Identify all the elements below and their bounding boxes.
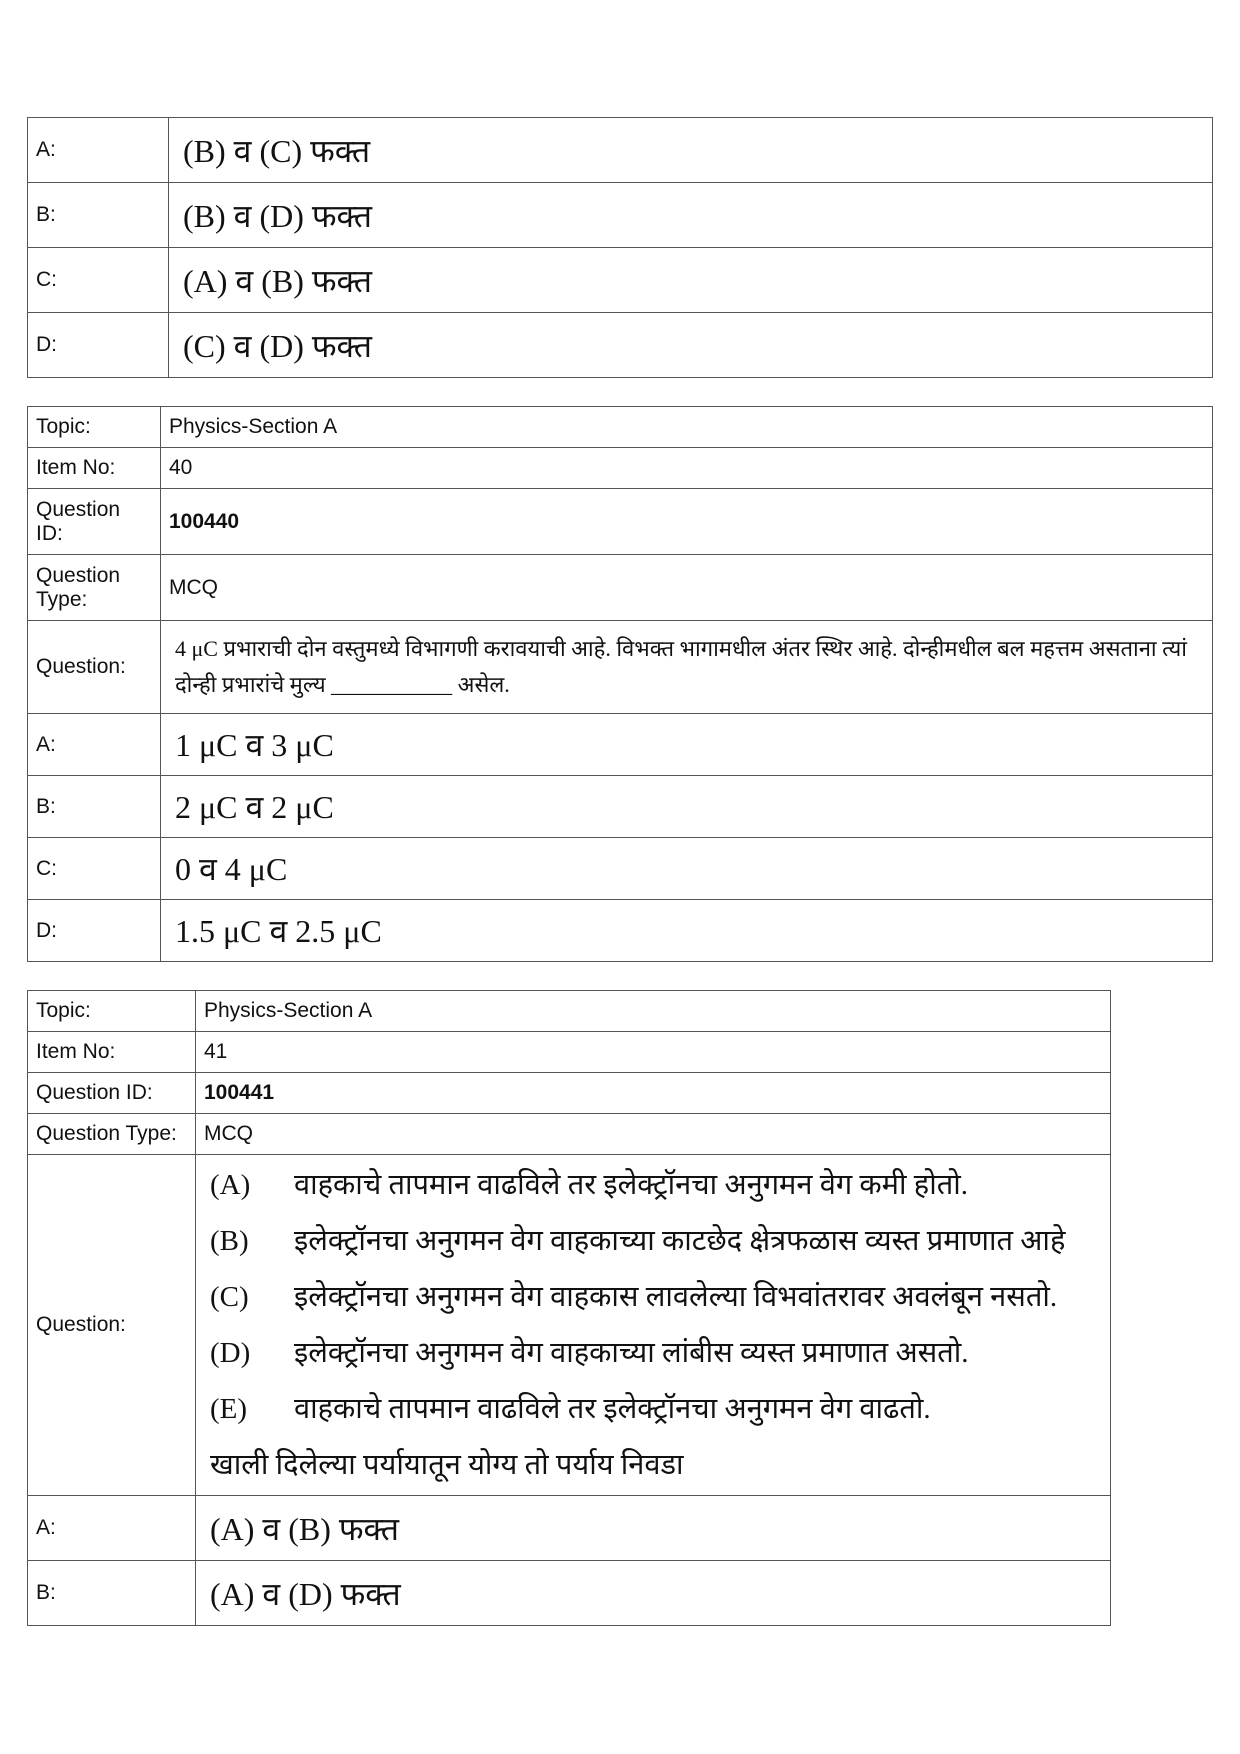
question-text: 4 μC प्रभाराची दोन वस्तुमध्ये विभागणी करावयाची आहे. विभक्त भागामधील अंतर स्थिर आहे. दोन्हीमधील बल महत्तम असताना त्यां दोन्ही प्रभारांचे मुल्य ___________ असेल.	[161, 621, 1213, 714]
question-40-table	[27, 406, 1213, 962]
option-text: 0 व 4 μC	[161, 838, 1213, 900]
option-row	[28, 776, 1213, 838]
option-row	[28, 1561, 1111, 1626]
item-number-row	[28, 448, 1213, 489]
topic-row	[28, 991, 1111, 1032]
option-row	[28, 1496, 1111, 1561]
option-row	[28, 900, 1213, 962]
item-number-value: 41	[196, 1032, 1111, 1073]
option-label: B:	[28, 1561, 196, 1626]
option-label: C:	[28, 838, 161, 900]
question-id-value: 100441	[196, 1073, 1111, 1114]
topic-label: Topic:	[28, 991, 196, 1032]
question-id-row	[28, 489, 1213, 555]
statement-text: वाहकाचे तापमान वाढविले तर इलेक्ट्रॉनचा अनुगमन वेग वाढतो.	[294, 1393, 931, 1425]
question-type-label: Question Type:	[28, 555, 161, 621]
statement-line	[210, 1269, 1096, 1325]
statement-tag: (E)	[210, 1393, 248, 1425]
option-label: B:	[28, 183, 169, 248]
question-type-row	[28, 1114, 1111, 1155]
option-text: 1 μC व 3 μC	[161, 714, 1213, 776]
option-text: (A) व (B) फक्त	[169, 248, 1213, 313]
option-text: (B) व (C) फक्त	[169, 118, 1213, 183]
statement-tag: (D)	[210, 1337, 251, 1369]
question-id-label: Question ID:	[28, 1073, 196, 1114]
option-row	[28, 838, 1213, 900]
option-row	[28, 313, 1213, 378]
option-label: A:	[28, 118, 169, 183]
option-label: B:	[28, 776, 161, 838]
statement-text: वाहकाचे तापमान वाढविले तर इलेक्ट्रॉनचा अनुगमन वेग कमी होतो.	[294, 1169, 968, 1201]
question-type-value: MCQ	[161, 555, 1213, 621]
question-type-label: Question Type:	[28, 1114, 196, 1155]
question-label: Question:	[28, 1155, 196, 1496]
option-row	[28, 183, 1213, 248]
item-number-row	[28, 1032, 1111, 1073]
question-row	[28, 621, 1213, 714]
item-number-value: 40	[161, 448, 1213, 489]
question-41-table	[27, 990, 1111, 1626]
statement-line	[210, 1325, 1096, 1381]
question-type-row	[28, 555, 1213, 621]
option-text: 2 μC व 2 μC	[161, 776, 1213, 838]
option-label: A:	[28, 714, 161, 776]
option-text: 1.5 μC व 2.5 μC	[161, 900, 1213, 962]
item-number-label: Item No:	[28, 1032, 196, 1073]
question-statements	[196, 1155, 1111, 1496]
statement-text: इलेक्ट्रॉनचा अनुगमन वेग वाहकाच्या लांबीस व्यस्त प्रमाणात असतो.	[294, 1337, 969, 1369]
statement-text: इलेक्ट्रॉनचा अनुगमन वेग वाहकाच्या काटछेद क्षेत्रफळास व्यस्त प्रमाणात आहे	[294, 1225, 1066, 1257]
statement-line	[210, 1157, 1096, 1213]
topic-label: Topic:	[28, 407, 161, 448]
question-label: Question:	[28, 621, 161, 714]
question-id-label: Question ID:	[28, 489, 161, 555]
statement-text: इलेक्ट्रॉनचा अनुगमन वेग वाहकास लावलेल्या विभवांतरावर अवलंबून नसतो.	[294, 1281, 1058, 1313]
statement-line	[210, 1381, 1096, 1437]
statement-tag: (A)	[210, 1169, 251, 1201]
statement-line	[210, 1213, 1096, 1269]
option-label: C:	[28, 248, 169, 313]
option-label: D:	[28, 313, 169, 378]
question-id-row	[28, 1073, 1111, 1114]
question-row	[28, 1155, 1111, 1496]
option-text: (C) व (D) फक्त	[169, 313, 1213, 378]
instruction-line: खाली दिलेल्या पर्यायातून योग्य तो पर्याय निवडा	[210, 1449, 684, 1481]
option-label: D:	[28, 900, 161, 962]
statement-tag: (C)	[210, 1281, 249, 1313]
question-type-value: MCQ	[196, 1114, 1111, 1155]
item-number-label: Item No:	[28, 448, 161, 489]
topic-value: Physics-Section A	[196, 991, 1111, 1032]
statement-tag: (B)	[210, 1225, 249, 1257]
option-text: (A) व (D) फक्त	[196, 1561, 1111, 1626]
question-id-value: 100440	[161, 489, 1213, 555]
option-row	[28, 118, 1213, 183]
option-text: (B) व (D) फक्त	[169, 183, 1213, 248]
option-text: (A) व (B) फक्त	[196, 1496, 1111, 1561]
option-row	[28, 714, 1213, 776]
topic-value: Physics-Section A	[161, 407, 1213, 448]
previous-question-options-table	[27, 117, 1213, 378]
option-label: A:	[28, 1496, 196, 1561]
topic-row	[28, 407, 1213, 448]
option-row	[28, 248, 1213, 313]
